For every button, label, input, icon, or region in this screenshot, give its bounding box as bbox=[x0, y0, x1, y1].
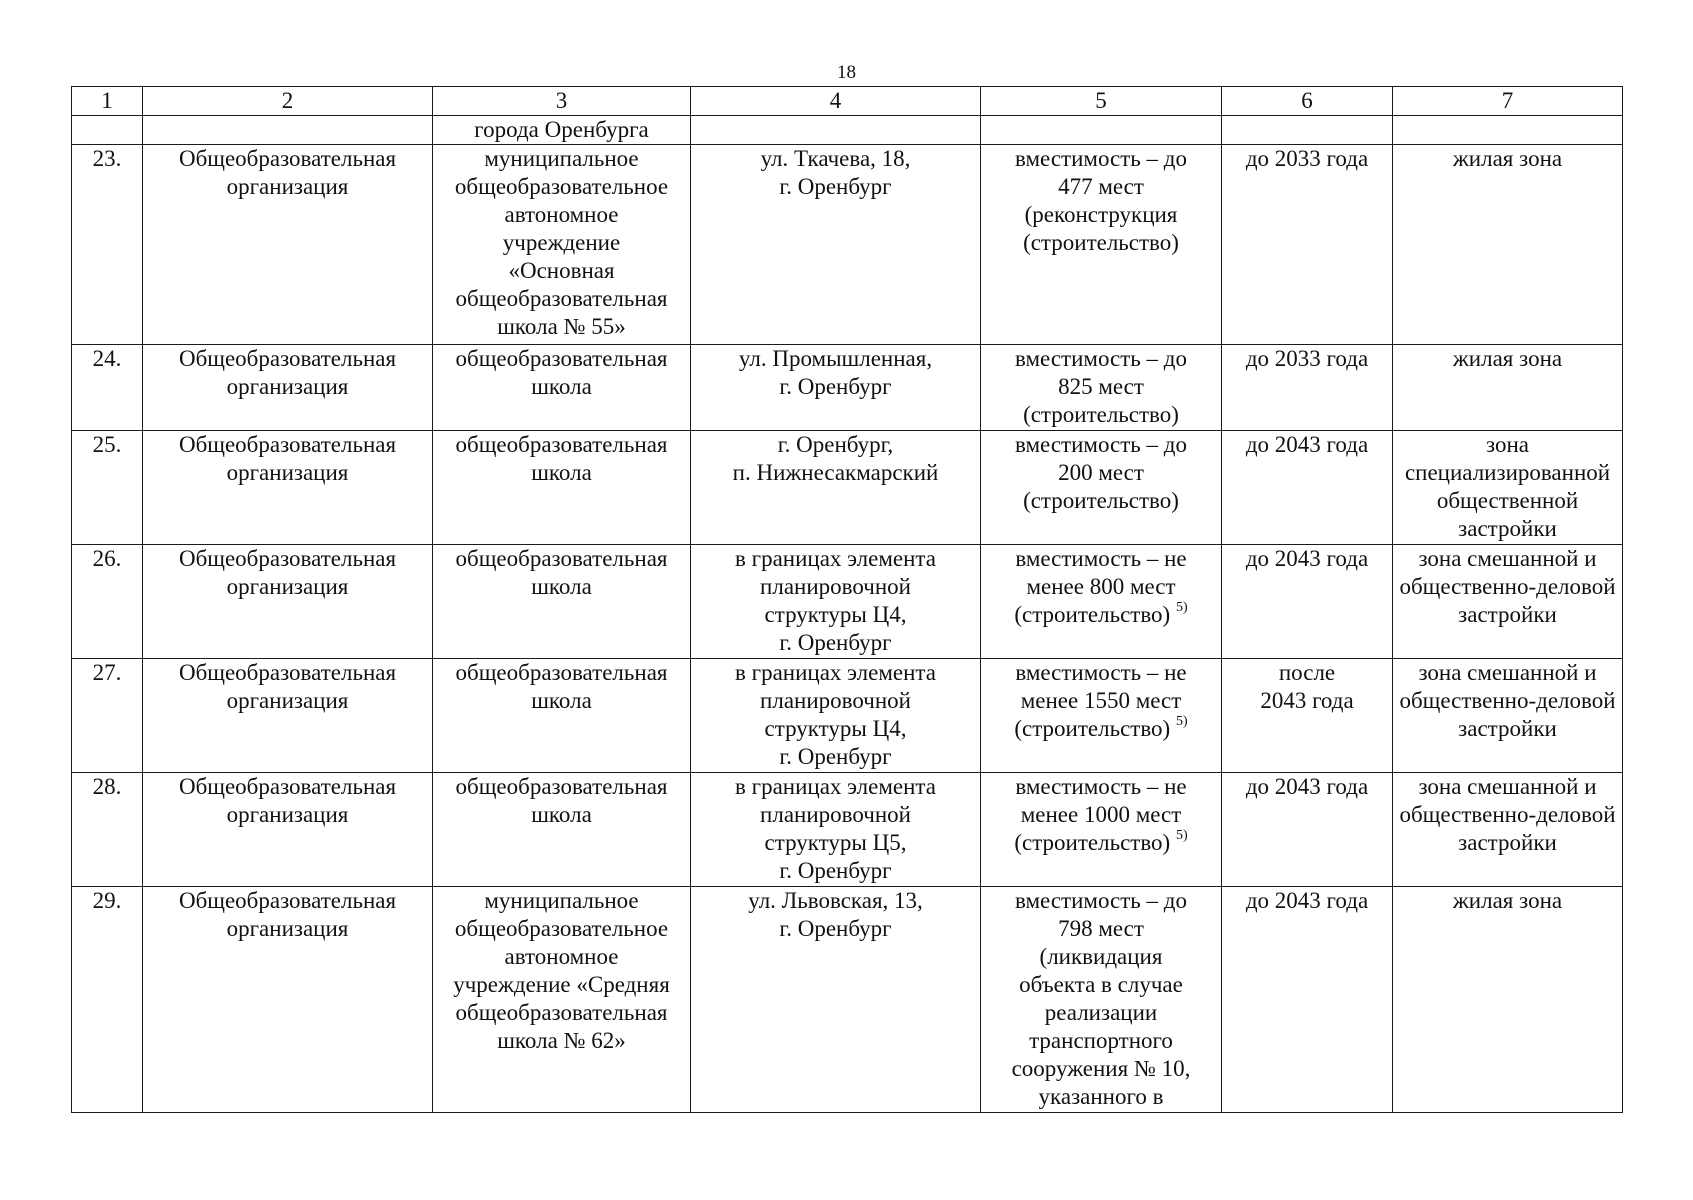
footnote-reference: 5) bbox=[1175, 600, 1188, 616]
object-deadline-line: до 2043 года bbox=[1245, 432, 1369, 457]
object-type-line: организация bbox=[226, 574, 349, 599]
row-number-cell: 26. bbox=[72, 545, 143, 659]
column-number: 1 bbox=[72, 87, 143, 116]
object-name-line: школа bbox=[531, 374, 592, 399]
object-deadline-line: 2043 года bbox=[1260, 688, 1354, 713]
functional-zone-line: жилая зона bbox=[1452, 888, 1563, 913]
object-name-cell bbox=[433, 145, 691, 345]
object-name-line: автономное bbox=[504, 202, 619, 227]
object-parameters-line: (реконструкция bbox=[1024, 202, 1178, 227]
table-cell bbox=[691, 116, 981, 145]
object-deadline-cell bbox=[1222, 345, 1393, 431]
object-parameters-line: менее 800 мест bbox=[1026, 574, 1176, 599]
functional-zone-line: зона смешанной и bbox=[1418, 660, 1597, 685]
object-name-line: автономное bbox=[504, 944, 619, 969]
object-type-line: организация bbox=[226, 374, 349, 399]
functional-zone-line: жилая зона bbox=[1452, 346, 1563, 371]
object-deadline-cell bbox=[1222, 773, 1393, 887]
functional-zone-cell bbox=[1393, 545, 1623, 659]
object-parameters-line bbox=[983, 601, 1219, 629]
functional-zone-line: зона смешанной и bbox=[1418, 546, 1597, 571]
object-parameters-line: вместимость – не bbox=[1015, 660, 1187, 685]
object-name-line: школа bbox=[531, 802, 592, 827]
object-parameters-line: менее 1000 мест bbox=[1020, 802, 1182, 827]
object-name-line: общеобразовательное bbox=[454, 174, 669, 199]
object-parameters-line: вместимость – не bbox=[1015, 546, 1187, 571]
object-parameters-line: вместимость – до bbox=[1015, 888, 1187, 913]
row-number-cell: 29. bbox=[72, 887, 143, 1113]
object-type-cell bbox=[143, 345, 433, 431]
object-location-line: г. Оренбург bbox=[779, 858, 892, 883]
object-name-line: школа № 55» bbox=[497, 314, 626, 339]
object-location-line: ул. Ткачева, 18, bbox=[760, 146, 911, 171]
object-location-line: г. Оренбург bbox=[779, 174, 892, 199]
object-location-cell bbox=[691, 145, 981, 345]
object-name-line: общеобразовательная bbox=[455, 546, 668, 571]
object-parameters-line bbox=[983, 715, 1219, 743]
column-number: 7 bbox=[1393, 87, 1623, 116]
object-type-line: Общеобразовательная bbox=[178, 546, 397, 571]
object-deadline-line: до 2033 года bbox=[1245, 346, 1369, 371]
object-type-cell bbox=[143, 545, 433, 659]
functional-zone-line: застройки bbox=[1458, 516, 1557, 541]
object-location-line: г. Оренбург, bbox=[777, 432, 894, 457]
object-name-cell bbox=[433, 345, 691, 431]
continuation-row bbox=[72, 116, 1623, 145]
column-number-row bbox=[72, 87, 1623, 116]
object-name-line: школа bbox=[531, 460, 592, 485]
functional-zone-line: общественно-деловой bbox=[1399, 574, 1616, 599]
object-type-cell bbox=[143, 431, 433, 545]
object-name-line: общеобразовательное bbox=[454, 916, 669, 941]
object-name-line: муниципальное bbox=[484, 888, 639, 913]
parameter-text: (строительство) bbox=[1014, 830, 1171, 855]
object-parameters-line: объекта в случае bbox=[1019, 972, 1183, 997]
object-name-cell bbox=[433, 887, 691, 1113]
functional-zone-line: общественно-деловой bbox=[1399, 802, 1616, 827]
object-parameters-line: (ликвидация bbox=[1039, 944, 1163, 969]
object-name-line: общеобразовательная bbox=[455, 660, 668, 685]
functional-zone-line: зона bbox=[1486, 432, 1529, 457]
object-location-line: ул. Промышленная, bbox=[738, 346, 933, 371]
object-parameters-line: 798 мест bbox=[1058, 916, 1144, 941]
object-name-line: «Основная bbox=[508, 258, 615, 283]
object-parameters-line: транспортного bbox=[1029, 1028, 1173, 1053]
table-row bbox=[72, 659, 1623, 773]
object-location-line: г. Оренбург bbox=[779, 744, 892, 769]
object-type-line: организация bbox=[226, 460, 349, 485]
object-deadline-cell bbox=[1222, 145, 1393, 345]
functional-zone-cell bbox=[1393, 773, 1623, 887]
object-name-line: муниципальное bbox=[484, 146, 639, 171]
table-cell bbox=[981, 116, 1222, 145]
functional-zone-line: застройки bbox=[1458, 716, 1557, 741]
object-parameters-line: сооружения № 10, bbox=[1011, 1056, 1191, 1081]
object-deadline-cell bbox=[1222, 431, 1393, 545]
page-number: 18 bbox=[837, 62, 856, 83]
object-name-line: общеобразовательная bbox=[455, 286, 668, 311]
functional-zone-line: общественной bbox=[1436, 488, 1579, 513]
object-parameters-cell bbox=[981, 773, 1222, 887]
object-parameters-cell bbox=[981, 545, 1222, 659]
object-location-line: в границах элемента bbox=[735, 546, 936, 571]
row-number-cell: 28. bbox=[72, 773, 143, 887]
table-row bbox=[72, 887, 1623, 1113]
object-location-line: структуры Ц4, bbox=[764, 716, 907, 741]
column-number: 4 bbox=[691, 87, 981, 116]
functional-zone-cell bbox=[1393, 659, 1623, 773]
object-type-line: Общеобразовательная bbox=[178, 660, 397, 685]
object-type-line: организация bbox=[226, 688, 349, 713]
object-location-line: в границах элемента bbox=[735, 774, 936, 799]
object-type-cell bbox=[143, 659, 433, 773]
column-number: 6 bbox=[1222, 87, 1393, 116]
object-parameters-line: вместимость – не bbox=[1015, 774, 1187, 799]
object-location-line: г. Оренбург bbox=[779, 916, 892, 941]
object-deadline-line: до 2043 года bbox=[1245, 888, 1369, 913]
object-name-cell bbox=[433, 545, 691, 659]
object-parameters-line: 477 мест bbox=[1058, 174, 1144, 199]
object-name-line: школа bbox=[531, 574, 592, 599]
object-parameters-cell bbox=[981, 659, 1222, 773]
column-number: 5 bbox=[981, 87, 1222, 116]
column-number: 2 bbox=[143, 87, 433, 116]
table-cell bbox=[72, 116, 143, 145]
functional-zone-cell bbox=[1393, 887, 1623, 1113]
functional-zone-line: зона смешанной и bbox=[1418, 774, 1597, 799]
parameter-text: (строительство) bbox=[1014, 602, 1171, 627]
object-location-line: планировочной bbox=[760, 688, 911, 713]
functional-zone-line: специализированной bbox=[1404, 460, 1611, 485]
continuation-text: города Оренбурга bbox=[433, 116, 691, 145]
functional-zone-line: общественно-деловой bbox=[1399, 688, 1616, 713]
object-name-line: школа № 62» bbox=[497, 1028, 626, 1053]
object-location-line: в границах элемента bbox=[735, 660, 936, 685]
object-name-line: общеобразовательная bbox=[455, 346, 668, 371]
object-type-line: Общеобразовательная bbox=[178, 146, 397, 171]
object-deadline-cell bbox=[1222, 659, 1393, 773]
object-location-line: ул. Львовская, 13, bbox=[748, 888, 923, 913]
functional-zone-cell bbox=[1393, 145, 1623, 345]
table-row bbox=[72, 145, 1623, 345]
object-type-line: организация bbox=[226, 174, 349, 199]
functional-zone-line: жилая зона bbox=[1452, 146, 1563, 171]
object-parameters-line bbox=[983, 829, 1219, 857]
object-deadline-line: до 2033 года bbox=[1245, 146, 1369, 171]
object-type-line: организация bbox=[226, 802, 349, 827]
object-location-line: структуры Ц4, bbox=[764, 602, 907, 627]
functional-zone-cell bbox=[1393, 431, 1623, 545]
row-number-cell: 27. bbox=[72, 659, 143, 773]
table-row bbox=[72, 773, 1623, 887]
row-number-cell: 23. bbox=[72, 145, 143, 345]
table-cell bbox=[1222, 116, 1393, 145]
object-parameters-line: реализации bbox=[1044, 1000, 1158, 1025]
object-location-line: г. Оренбург bbox=[779, 630, 892, 655]
object-type-line: Общеобразовательная bbox=[178, 888, 397, 913]
table-row bbox=[72, 345, 1623, 431]
object-location-cell bbox=[691, 345, 981, 431]
functional-zone-line: застройки bbox=[1458, 830, 1557, 855]
object-deadline-cell bbox=[1222, 545, 1393, 659]
object-name-cell bbox=[433, 431, 691, 545]
table-cell bbox=[1393, 116, 1623, 145]
object-name-line: общеобразовательная bbox=[455, 1000, 668, 1025]
object-type-line: организация bbox=[226, 916, 349, 941]
object-name-cell bbox=[433, 659, 691, 773]
table-row bbox=[72, 545, 1623, 659]
object-name-line: общеобразовательная bbox=[455, 432, 668, 457]
object-parameters-cell bbox=[981, 887, 1222, 1113]
object-parameters-cell bbox=[981, 145, 1222, 345]
object-parameters-line: вместимость – до bbox=[1015, 146, 1187, 171]
object-deadline-line: до 2043 года bbox=[1245, 546, 1369, 571]
object-location-cell bbox=[691, 773, 981, 887]
object-type-cell bbox=[143, 773, 433, 887]
object-name-line: учреждение bbox=[502, 230, 621, 255]
object-parameters-line: вместимость – до bbox=[1015, 346, 1187, 371]
object-deadline-line: до 2043 года bbox=[1245, 774, 1369, 799]
object-location-cell bbox=[691, 887, 981, 1113]
object-parameters-line: (строительство) bbox=[1023, 402, 1179, 427]
object-location-line: п. Нижнесакмарский bbox=[732, 460, 939, 485]
column-number: 3 bbox=[433, 87, 691, 116]
object-parameters-line: (строительство) bbox=[1023, 230, 1179, 255]
objects-table bbox=[71, 86, 1623, 1113]
parameter-text: (строительство) bbox=[1014, 716, 1171, 741]
object-name-line: общеобразовательная bbox=[455, 774, 668, 799]
object-parameters-line: 200 мест bbox=[1058, 460, 1144, 485]
object-location-line: структуры Ц5, bbox=[764, 830, 907, 855]
object-type-line: Общеобразовательная bbox=[178, 432, 397, 457]
functional-zone-line: застройки bbox=[1458, 602, 1557, 627]
object-parameters-line: менее 1550 мест bbox=[1020, 688, 1182, 713]
table-cell bbox=[143, 116, 433, 145]
object-name-line: школа bbox=[531, 688, 592, 713]
object-name-line: учреждение «Средняя bbox=[453, 972, 670, 997]
object-location-line: планировочной bbox=[760, 574, 911, 599]
object-location-line: г. Оренбург bbox=[779, 374, 892, 399]
object-parameters-line: 825 мест bbox=[1058, 374, 1144, 399]
object-location-cell bbox=[691, 431, 981, 545]
functional-zone-cell bbox=[1393, 345, 1623, 431]
object-type-line: Общеобразовательная bbox=[178, 774, 397, 799]
object-location-cell bbox=[691, 659, 981, 773]
object-deadline-line: после bbox=[1278, 660, 1336, 685]
object-type-line: Общеобразовательная bbox=[178, 346, 397, 371]
object-parameters-line: (строительство) bbox=[1023, 488, 1179, 513]
object-type-cell bbox=[143, 887, 433, 1113]
object-deadline-cell bbox=[1222, 887, 1393, 1113]
table-row bbox=[72, 431, 1623, 545]
footnote-reference: 5) bbox=[1175, 828, 1188, 844]
object-parameters-cell bbox=[981, 345, 1222, 431]
row-number-cell: 25. bbox=[72, 431, 143, 545]
object-location-line: планировочной bbox=[760, 802, 911, 827]
object-location-cell bbox=[691, 545, 981, 659]
object-parameters-line: указанного в bbox=[1038, 1084, 1164, 1109]
object-type-cell bbox=[143, 145, 433, 345]
row-number-cell: 24. bbox=[72, 345, 143, 431]
object-name-cell bbox=[433, 773, 691, 887]
footnote-reference: 5) bbox=[1175, 714, 1188, 730]
object-parameters-cell bbox=[981, 431, 1222, 545]
object-parameters-line: вместимость – до bbox=[1015, 432, 1187, 457]
